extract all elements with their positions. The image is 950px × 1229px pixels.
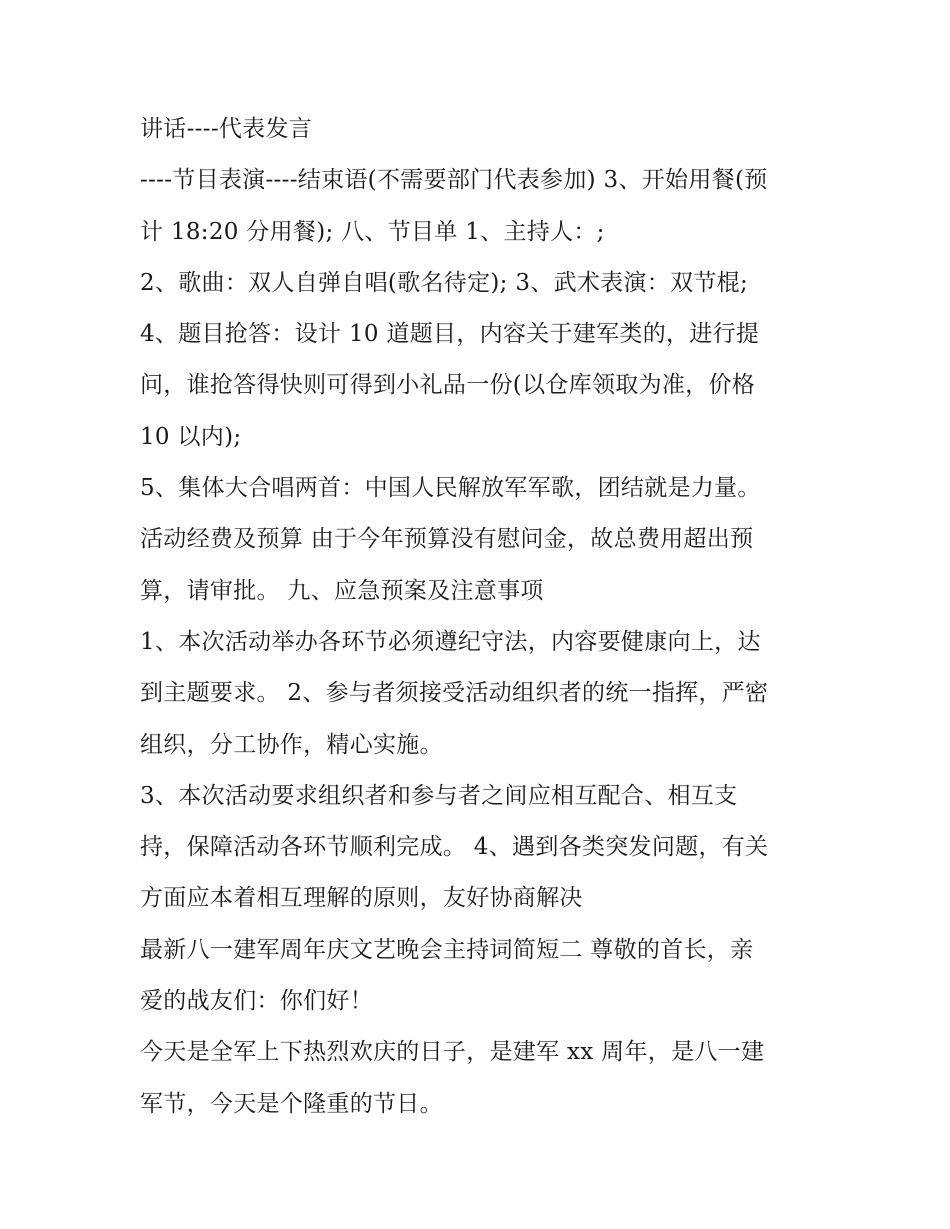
text-line: 讲话----代表发言 [140, 116, 313, 142]
text-line: 4、题目抢答：设计 10 道题目，内容关于建军类的，进行提 [140, 321, 760, 348]
text-line: 军节，今天是个隆重的节日。 [140, 1090, 443, 1117]
text-line: 到主题要求。 2、参与者须接受活动组织者的统一指挥，严密 [140, 680, 769, 707]
text-line: 算，请审批。 九、应急预案及注意事项 [140, 577, 544, 604]
text-line: 5、集体大合唱两首：中国人民解放军军歌，团结就是力量。 [140, 475, 761, 502]
text-line: 方面应本着相互理解的原则，友好协商解决 [140, 885, 583, 912]
document-body [140, 104, 820, 1130]
text-line: 问，谁抢答得快则可得到小礼品一份(以仓库领取为准，价格 [140, 372, 756, 399]
text-line: 今天是全军上下热烈欢庆的日子，是建军 xx 周年，是八一建 [140, 1039, 765, 1066]
text-line: 最新八一建军周年庆文艺晚会主持词简短二 尊敬的首长，亲 [140, 936, 754, 963]
text-line: ----节目表演----结束语(不需要部门代表参加) 3、开始用餐(预 [140, 167, 768, 194]
text-line: 活动经费及预算 由于今年预算没有慰问金，故总费用超出预 [140, 526, 754, 553]
text-line: 爱的战友们：你们好！ [140, 988, 373, 1015]
text-line: 组织，分工协作，精心实施。 [140, 731, 443, 758]
text-line: 1、本次活动举办各环节必须遵纪守法，内容要健康向上，达 [140, 628, 761, 655]
text-line: 10 以内); [140, 423, 242, 450]
text-line: 计 18:20 分用餐); 八、节目单 1、主持人：; [140, 218, 605, 245]
text-line: 2、歌曲：双人自弹自唱(歌名待定); 3、武术表演：双节棍; [140, 269, 749, 296]
text-line: 3、本次活动要求组织者和参与者之间应相互配合、相互支 [140, 782, 738, 809]
text-line: 持，保障活动各环节顺利完成。 4、遇到各类突发问题，有关 [140, 834, 769, 861]
